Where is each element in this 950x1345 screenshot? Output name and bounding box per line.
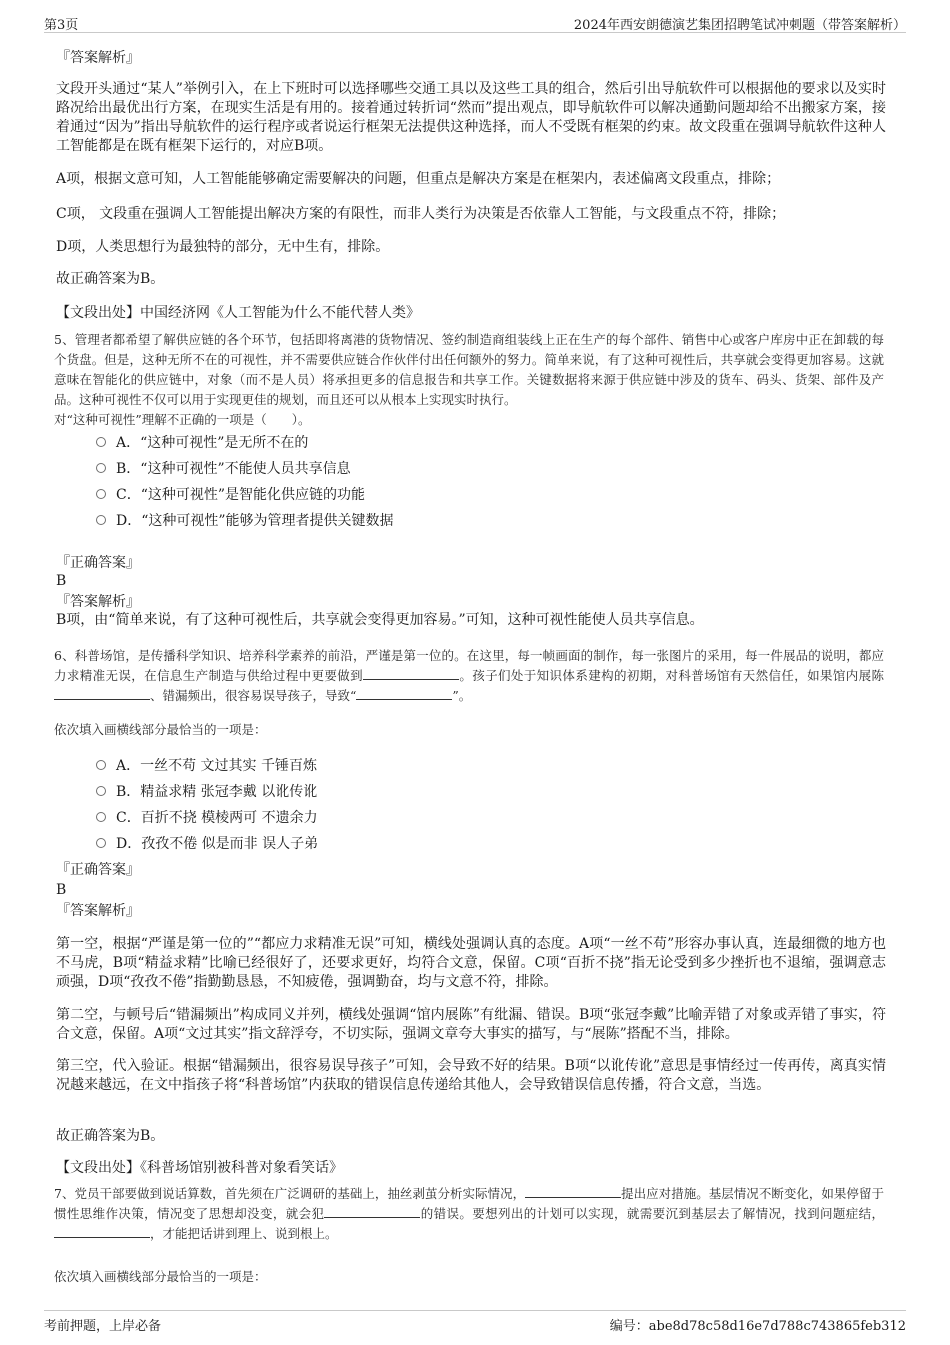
radio-button[interactable] [96, 437, 106, 447]
q5-stem: 5、管理者都希望了解供应链的各个环节，包括即将离港的货物情况、签约制造商组装线上正在生产的每个部件、销售中心或客户库房中正在卸载的每个货盘。但是，这种无所不在的可视性，并不需要供应链合作伙伴付出任何额外的努力。简单来说，有了这种可视性后，共享就会变得更加容易。这就意味在智能化的供应链中，对象（而不是人员）将承担更多的信息报告和共享工作。关键数据将来源于供应链中涉及的货车、码头、货架、部件及产品。这种可视性不仅可以用于实现更佳的规划，而且还可以从根本上实现实时执行。 [54, 332, 884, 407]
q6-option-b[interactable]: B．精益求精 张冠李戴 以讹传讹 [96, 782, 317, 802]
q6-option-d[interactable]: D．孜孜不倦 似是而非 误人子弟 [96, 834, 318, 854]
q6-answer-label: 『正确答案』 [56, 862, 140, 878]
fill-blank-3 [356, 687, 452, 700]
radio-button[interactable] [96, 786, 106, 796]
q5-question: 对“这种可视性”理解不正确的一项是（ ）。 [54, 412, 311, 427]
q7-stem: 7、党员干部要做到说话算数，首先须在广泛调研的基础上，抽丝剥茧分析实际情况， 提出应对措施。基层情况不断变化，如果停留于惯性思维作决策，情况变了思想却没变，就会犯 的错误。要想列出的计划可以实现，就需要沉到基层去了解情况，找到问题症结，，才能把话讲到理上、说到根上。 [54, 1186, 884, 1241]
q5-option-a[interactable]: A．“这种可视性”是无所不在的 [96, 433, 308, 453]
fill-blank-2 [54, 687, 150, 700]
q6-analysis-blank2: 第二空，与顿号后“错漏频出”构成同义并列，横线处强调“馆内展陈”有纰漏、错误。B项“张冠李戴”比喻弄错了对象或弄错了事实，符合文意，保留。A项“文过其实”指文辞浮夸，不切实际，强调文章夸大事实的描写，与“展陈”搭配不当，排除。 [56, 1007, 886, 1042]
q6-option-c[interactable]: C．百折不挠 模棱两可 不遗余力 [96, 808, 318, 828]
page-header [44, 12, 906, 33]
radio-button[interactable] [96, 515, 106, 525]
q4-option-a-analysis: A项，根据文意可知，人工智能能够确定需要解决的问题，但重点是解决方案是在框架内，表述偏离文段重点，排除； [56, 171, 781, 187]
q6-conclusion: 故正确答案为B。 [56, 1128, 165, 1144]
radio-button[interactable] [96, 838, 106, 848]
q6-source: 【文段出处】《科普场馆别被科普对象看笑话》 [56, 1160, 343, 1176]
q6-stem: 6、科普场馆，是传播科学知识、培养科学素养的前沿，严谨是第一位的。在这里，每一帧画面的制作，每一张图片的采用，每一件展品的说明，都应力求精准无误，在信息生产制造与供给过程中更要做到 。孩子们处于知识体系建构的初期，对科普场馆有天然信任，如果馆内展陈、错漏频出，很容易误导孩子，导致“ ”。 [54, 648, 884, 703]
q6-answer: B [56, 882, 67, 898]
q5-analysis: B项，由“简单来说，有了这种可视性后，共享就会变得更加容易。”可知，这种可视性能使人员共享信息。 [56, 612, 704, 628]
page-number: 第3页 [44, 18, 79, 33]
document-code: 编号：abe8d78c58d16e7d788c743865feb312 [609, 1319, 906, 1334]
q4-analysis-label: 『答案解析』 [56, 50, 140, 66]
radio-button[interactable] [96, 489, 106, 499]
radio-button[interactable] [96, 463, 106, 473]
q5-option-c[interactable]: C．“这种可视性”是智能化供应链的功能 [96, 485, 365, 505]
radio-button[interactable] [96, 760, 106, 770]
q4-source: 【文段出处】中国经济网《人工智能为什么不能代替人类》 [56, 305, 420, 321]
page-footer [44, 1310, 906, 1335]
q7-prompt: 依次填入画横线部分最恰当的一项是： [54, 1269, 267, 1284]
fill-blank-2 [324, 1205, 420, 1218]
q4-conclusion: 故正确答案为B。 [56, 271, 165, 287]
q5-answer-label: 『正确答案』 [56, 555, 140, 571]
q6-prompt: 依次填入画横线部分最恰当的一项是： [54, 722, 267, 737]
q6-analysis-blank3: 第三空，代入验证。根据“错漏频出，很容易误导孩子”可知，会导致不好的结果。B项“以讹传讹”意思是事情经过一传再传，离真实情况越来越远，在文中指孩子将“科普场馆”内获取的错误信息传递给其他人，会导致错误信息传播，符合文意，当选。 [56, 1058, 886, 1093]
q5-analysis-label: 『答案解析』 [56, 594, 140, 610]
document-title: 2024年西安朗德演艺集团招聘笔试冲刺题（带答案解析） [573, 18, 906, 33]
q5-option-d[interactable]: D．“这种可视性”能够为管理者提供关键数据 [96, 511, 394, 531]
radio-button[interactable] [96, 812, 106, 822]
footer-slogan: 考前押题，上岸必备 [44, 1319, 162, 1334]
q4-option-d-analysis: D项，人类思想行为最独特的部分，无中生有，排除。 [56, 239, 390, 255]
q4-analysis-paragraph: 文段开头通过“某人”举例引入，在上下班时可以选择哪些交通工具以及这些工具的组合，然后引出导航软件可以根据他的要求以及实时路况给出最优出行方案，在现实生活是有用的。接着通过转折词“然而”提出观点，即导航软件可以解决通勤问题却给不出搬家方案，接着通过“因为”指出导航软件的运行程序或者说运行框架无法提供这种选择，而人不受既有框架的约束。故文段重在强调导航软件这种人工智能都是在既有框架下运行的，对应B项。 [56, 81, 886, 154]
q6-option-a[interactable]: A．一丝不苟 文过其实 千锤百炼 [96, 756, 317, 776]
q5-option-b[interactable]: B．“这种可视性”不能使人员共享信息 [96, 459, 351, 479]
q6-analysis-blank1: 第一空，根据“严谨是第一位的”“都应力求精准无误”可知，横线处强调认真的态度。A项“一丝不苟”形容办事认真，连最细微的地方也不马虎，B项“精益求精”比喻已经很好了，还要求更好，均符合文意，保留。C项“百折不挠”指无论受到多少挫折也不退缩，强调意志顽强，D项“孜孜不倦”指勤勤恳恳，不知疲倦，强调勤奋，均与文意不符，排除。 [56, 936, 886, 990]
q6-analysis-label: 『答案解析』 [56, 903, 140, 919]
fill-blank-1 [363, 667, 459, 680]
q5-answer: B [56, 573, 67, 589]
fill-blank-1 [525, 1185, 621, 1198]
q4-option-c-analysis: C项， 文段重在强调人工智能提出解决方案的有限性，而非人类行为决策是否依靠人工智能，与文段重点不符，排除； [56, 206, 786, 222]
fill-blank-3 [54, 1225, 150, 1238]
